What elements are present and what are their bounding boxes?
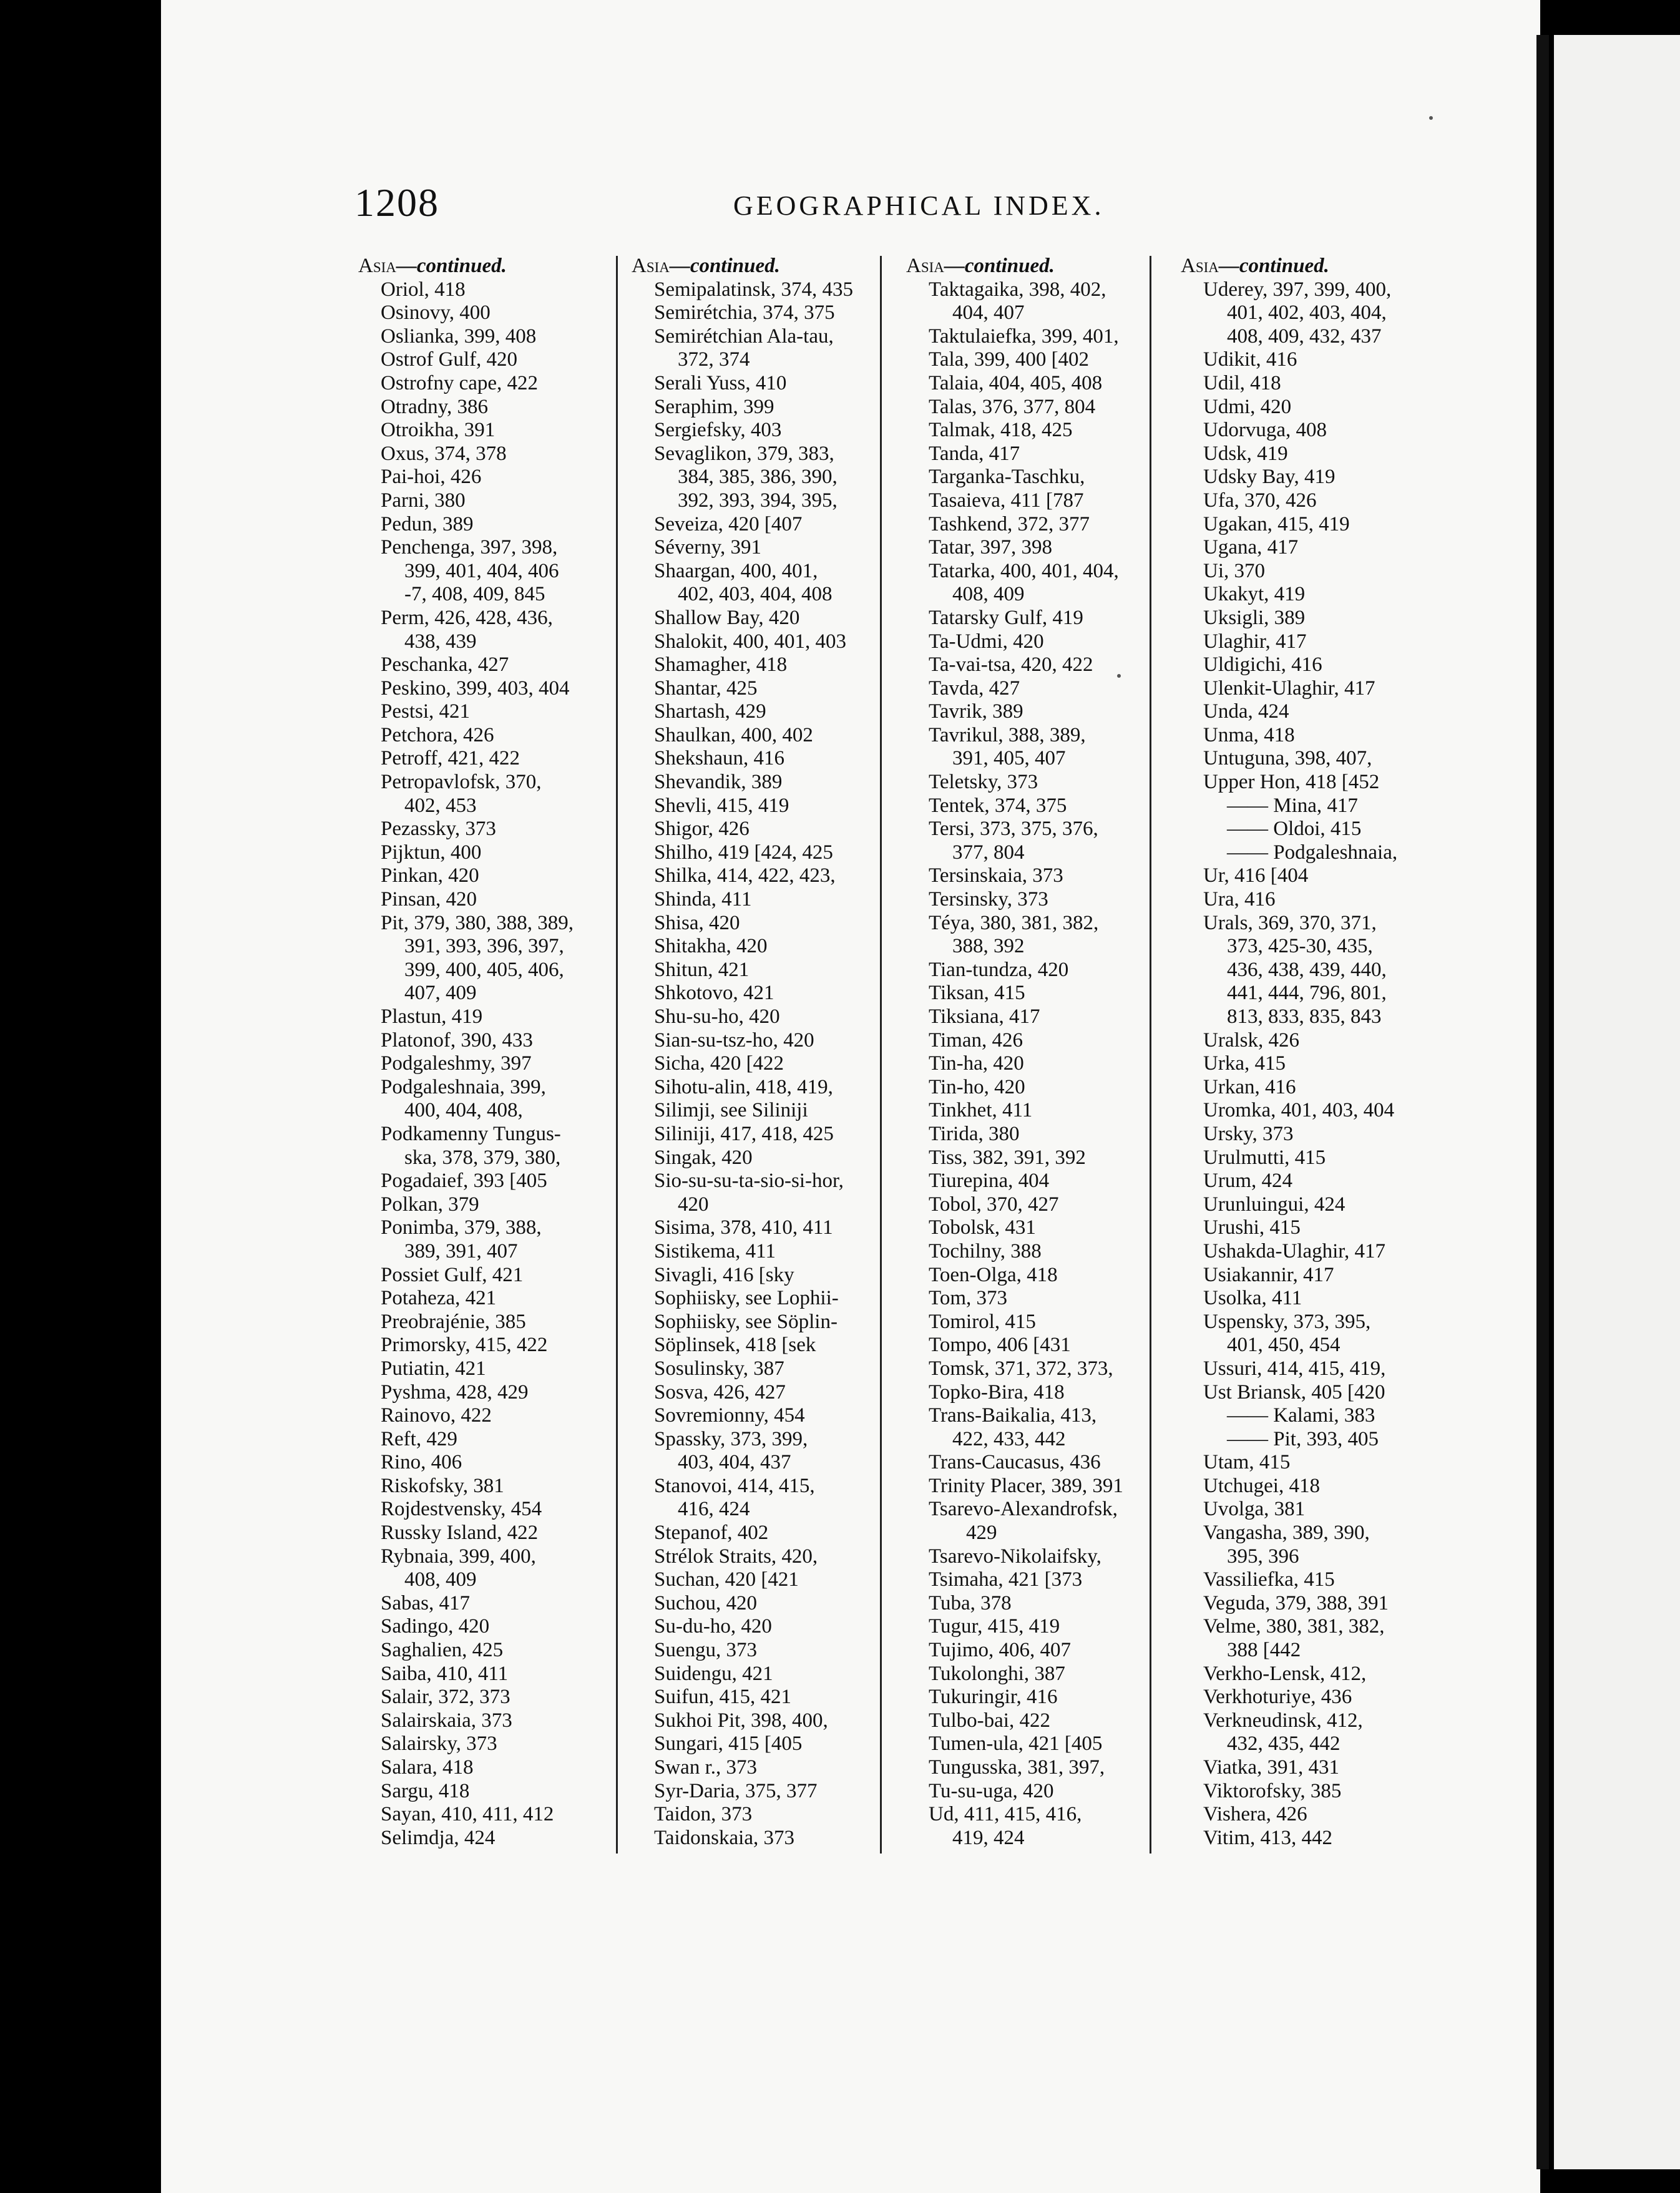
index-entry: Serali Yuss, 410 — [654, 371, 787, 394]
index-entry: Tiss, 382, 391, 392 — [929, 1146, 1086, 1169]
column-rule — [616, 256, 618, 1854]
index-entry: Ud, 411, 415, 416, — [929, 1803, 1082, 1826]
index-entry-continuation: 419, 424 — [952, 1826, 1025, 1849]
index-entry: Talmak, 418, 425 — [929, 419, 1073, 442]
index-entry-continuation: 395, 396 — [1227, 1545, 1299, 1568]
index-entry: Ukakyt, 419 — [1203, 583, 1306, 606]
index-entry: Tatarka, 400, 401, 404, — [929, 559, 1119, 582]
index-entry: Russky Island, 422 — [381, 1521, 539, 1545]
index-entry: Saghalien, 425 — [381, 1639, 504, 1662]
index-entry: Tsarevo-Alexandrofsk, — [929, 1498, 1118, 1521]
index-entry: Tu-su-uga, 420 — [929, 1779, 1054, 1802]
index-entry: Sabas, 417 — [381, 1591, 470, 1614]
index-entry-continuation: 402, 403, 404, 408 — [678, 583, 833, 606]
index-entry: Pit, 379, 380, 388, 389, — [381, 911, 574, 934]
index-entry: Untuguna, 398, 407, — [1203, 747, 1372, 770]
index-entry: Sovremionny, 454 — [654, 1404, 805, 1427]
index-entry: Urunluingui, 424 — [1203, 1193, 1345, 1216]
index-entry: Osinovy, 400 — [381, 301, 491, 325]
column-rule — [880, 256, 882, 1854]
index-entry: Vassiliefka, 415 — [1203, 1568, 1335, 1591]
index-entry: Sivagli, 416 [sky — [654, 1263, 794, 1286]
index-entry-continuation: 401, 450, 454 — [1227, 1334, 1341, 1357]
section-continued: —continued. — [669, 255, 780, 277]
index-entry: Ura, 416 — [1203, 888, 1276, 911]
index-entry: Shaulkan, 400, 402 — [654, 723, 813, 746]
section-region: Asia — [906, 255, 944, 277]
index-entry: Petroff, 421, 422 — [381, 747, 520, 770]
index-entry: Shalokit, 400, 401, 403 — [654, 630, 847, 653]
index-entry: Plastun, 419 — [381, 1005, 483, 1028]
index-entry: Sukhoi Pit, 398, 400, — [654, 1709, 828, 1732]
index-entry: Ussuri, 414, 415, 419, — [1203, 1357, 1386, 1380]
index-entry: Tukuringir, 416 — [929, 1686, 1058, 1709]
index-entry: Ust Briansk, 405 [420 — [1203, 1380, 1385, 1404]
index-entry: Su-du-ho, 420 — [654, 1615, 772, 1638]
index-entry: Salair, 372, 373 — [381, 1686, 510, 1709]
index-entry: Talas, 376, 377, 804 — [929, 395, 1096, 418]
index-entry: Syr-Daria, 375, 377 — [654, 1779, 818, 1802]
index-entry: Taktulaiefka, 399, 401, — [929, 325, 1119, 348]
index-entry: Tavda, 427 — [929, 676, 1020, 700]
index-entry: Tinkhet, 411 — [929, 1099, 1033, 1122]
running-head: GEOGRAPHICAL INDEX. — [733, 190, 1105, 221]
index-entry: Tomirol, 415 — [929, 1310, 1036, 1333]
index-entry-continuation: 399, 400, 405, 406, — [404, 958, 564, 981]
index-entry: Udmi, 420 — [1203, 395, 1292, 418]
index-entry: Timan, 426 — [929, 1028, 1023, 1052]
index-entry: Téya, 380, 381, 382, — [929, 911, 1099, 934]
index-entry: Ta-Udmi, 420 — [929, 630, 1044, 653]
index-entry: Shinda, 411 — [654, 888, 752, 911]
index-entry: Tirida, 380 — [929, 1122, 1020, 1145]
index-entry: Ufa, 370, 426 — [1203, 489, 1317, 512]
index-entry: Tumen-ula, 421 [405 — [929, 1732, 1103, 1756]
index-entry: Seraphim, 399 — [654, 395, 774, 418]
index-entry: Tersinsky, 373 — [929, 888, 1048, 911]
index-entry: Tin-ho, 420 — [929, 1075, 1025, 1098]
index-entry: Ulaghir, 417 — [1203, 630, 1307, 653]
index-entry: Tom, 373 — [929, 1287, 1008, 1310]
index-entry-continuation: 408, 409, 432, 437 — [1227, 325, 1382, 348]
index-entry: Tukolonghi, 387 — [929, 1662, 1065, 1685]
index-entry: Udikit, 416 — [1203, 348, 1297, 371]
index-entry: Udil, 418 — [1203, 371, 1281, 394]
index-entry: Uspensky, 373, 395, — [1203, 1310, 1371, 1333]
index-entry: Urulmutti, 415 — [1203, 1146, 1326, 1169]
index-entry: Suchou, 420 — [654, 1591, 757, 1614]
index-entry: Pedun, 389 — [381, 512, 474, 535]
index-entry-continuation: -7, 408, 409, 845 — [404, 583, 545, 606]
index-entry: Peschanka, 427 — [381, 653, 509, 676]
index-entry: Urum, 424 — [1203, 1170, 1292, 1193]
index-entry-continuation: 391, 393, 396, 397, — [404, 935, 564, 958]
index-entry: Suchan, 420 [421 — [654, 1568, 799, 1591]
index-entry: Tiksan, 415 — [929, 982, 1025, 1005]
index-entry: Rino, 406 — [381, 1451, 462, 1474]
index-entry: Otroikha, 391 — [381, 419, 496, 442]
index-entry: Stanovoi, 414, 415, — [654, 1474, 815, 1497]
index-entry-continuation: 399, 401, 404, 406 — [404, 559, 559, 582]
index-entry-continuation: 389, 391, 407 — [404, 1239, 518, 1263]
index-entry: Sisima, 378, 410, 411 — [654, 1216, 833, 1239]
index-entry-continuation: 388, 392 — [952, 935, 1025, 958]
index-entry: Vishera, 426 — [1203, 1803, 1307, 1826]
index-entry: Toen-Olga, 418 — [929, 1263, 1058, 1286]
index-entry: Ostrof Gulf, 420 — [381, 348, 518, 371]
index-entry: Semipalatinsk, 374, 435 — [654, 278, 853, 301]
index-column-4 — [1181, 255, 1448, 1850]
index-entry: Shilho, 419 [424, 425 — [654, 841, 833, 864]
index-entry: Vangasha, 389, 390, — [1203, 1521, 1370, 1545]
index-entry: Veguda, 379, 388, 391 — [1203, 1591, 1389, 1614]
index-entry: Tulbo-bai, 422 — [929, 1709, 1050, 1732]
index-entry-continuation: 441, 444, 796, 801, — [1227, 982, 1387, 1005]
index-column-3 — [906, 255, 1173, 1850]
index-entry: Sian-su-tsz-ho, 420 — [654, 1028, 814, 1052]
index-entry-continuation: 420 — [678, 1193, 709, 1216]
index-entry-continuation: 438, 439 — [404, 630, 477, 653]
index-entry: Udsk, 419 — [1203, 442, 1288, 465]
index-entry: Tungusska, 381, 397, — [929, 1756, 1105, 1779]
index-entry: Sistikema, 411 — [654, 1239, 776, 1263]
index-entry: Shaargan, 400, 401, — [654, 559, 818, 582]
index-entry: Tatar, 397, 398 — [929, 536, 1052, 559]
index-entry: Viatka, 391, 431 — [1203, 1756, 1339, 1779]
index-entry-continuation: 813, 833, 835, 843 — [1227, 1005, 1382, 1028]
index-entry: Tavrik, 389 — [929, 700, 1023, 723]
section-region: Asia — [1181, 255, 1219, 277]
index-entry: Strélok Straits, 420, — [654, 1545, 818, 1568]
index-entry: Uralsk, 426 — [1203, 1028, 1299, 1052]
index-entry: Tin-ha, 420 — [929, 1052, 1024, 1075]
index-entry: Talaia, 404, 405, 408 — [929, 371, 1103, 394]
index-entry: Urka, 415 — [1203, 1052, 1286, 1075]
index-entry: Salairsky, 373 — [381, 1732, 497, 1756]
index-entry-continuation: —— Mina, 417 — [1227, 794, 1358, 817]
index-entry-continuation: 402, 453 — [404, 794, 477, 817]
index-entry: Trans-Baikalia, 413, — [929, 1404, 1097, 1427]
index-entry: Shamagher, 418 — [654, 653, 788, 676]
section-continued: —continued. — [944, 255, 1055, 277]
index-entry: Velme, 380, 381, 382, — [1203, 1615, 1385, 1638]
page-gutter — [1536, 35, 1549, 2169]
index-entry: Tobol, 370, 427 — [929, 1193, 1059, 1216]
index-entry-continuation: 407, 409 — [404, 982, 477, 1005]
index-entry-continuation: 401, 402, 403, 404, — [1227, 301, 1387, 325]
index-entry-continuation: ska, 378, 379, 380, — [404, 1146, 561, 1169]
index-entry: Tugur, 415, 419 — [929, 1615, 1060, 1638]
index-entry-continuation: 384, 385, 386, 390, — [678, 466, 838, 489]
index-entry: Singak, 420 — [654, 1146, 753, 1169]
index-entry: Ur, 416 [404 — [1203, 864, 1309, 887]
index-entry: Ursky, 373 — [1203, 1122, 1294, 1145]
index-entry: Suifun, 415, 421 — [654, 1686, 792, 1709]
index-entry: Shevandik, 389 — [654, 771, 783, 794]
index-entry: Vitim, 413, 442 — [1203, 1826, 1333, 1849]
index-entry: Saiba, 410, 411 — [381, 1662, 509, 1685]
index-entry: Udsky Bay, 419 — [1203, 466, 1336, 489]
index-entry: Sophiisky, see Lophii- — [654, 1287, 839, 1310]
index-entry: Shkotovo, 421 — [654, 982, 774, 1005]
section-region: Asia — [358, 255, 396, 277]
index-entry: Shilka, 414, 422, 423, — [654, 864, 836, 887]
index-entry-continuation: 392, 393, 394, 395, — [678, 489, 838, 512]
index-entry: Sadingo, 420 — [381, 1615, 490, 1638]
index-entry: Shekshaun, 416 — [654, 747, 784, 770]
index-entry-continuation: —— Oldoi, 415 — [1227, 818, 1362, 841]
column-rule — [1150, 256, 1151, 1854]
index-entry: Stepanof, 402 — [654, 1521, 769, 1545]
index-entry: Penchenga, 397, 398, — [381, 536, 558, 559]
index-entry: Verkhoturiye, 436 — [1203, 1686, 1352, 1709]
index-entry: Verkneudinsk, 412, — [1203, 1709, 1363, 1732]
index-entry: Oslianka, 399, 408 — [381, 325, 537, 348]
facing-page-edge — [1554, 35, 1680, 2169]
index-entry: Tuba, 378 — [929, 1591, 1012, 1614]
index-entry: Pijktun, 400 — [381, 841, 482, 864]
index-entry-continuation: 422, 433, 442 — [952, 1427, 1066, 1450]
index-entry: Sosva, 426, 427 — [654, 1380, 786, 1404]
index-entry: Possiet Gulf, 421 — [381, 1263, 524, 1286]
index-entry: Suengu, 373 — [654, 1639, 757, 1662]
index-entry-continuation: 429 — [966, 1521, 997, 1545]
index-entry: Shitakha, 420 — [654, 935, 768, 958]
index-entry: Upper Hon, 418 [452 — [1203, 771, 1380, 794]
index-entry: Usiakannir, 417 — [1203, 1263, 1334, 1286]
index-entry: Tujimo, 406, 407 — [929, 1639, 1072, 1662]
index-entry: Sevaglikon, 379, 383, — [654, 442, 834, 465]
index-entry: Tersinskaia, 373 — [929, 864, 1063, 887]
index-entry: Silimji, see Siliniji — [654, 1099, 808, 1122]
index-entry: Semirétchia, 374, 375 — [654, 301, 835, 325]
index-entry: Ulenkit-Ulaghir, 417 — [1203, 676, 1375, 700]
index-entry: Tavrikul, 388, 389, — [929, 723, 1086, 746]
index-entry-continuation: 372, 374 — [678, 348, 750, 371]
index-entry: Sosulinsky, 387 — [654, 1357, 784, 1380]
index-entry: Unma, 418 — [1203, 723, 1295, 746]
index-entry: Sophiisky, see Söplin- — [654, 1310, 838, 1333]
index-entry: Urushi, 415 — [1203, 1216, 1301, 1239]
index-entry: Utchugei, 418 — [1203, 1474, 1320, 1497]
index-entry: Pezassky, 373 — [381, 818, 496, 841]
index-entry: Tiurepina, 404 — [929, 1170, 1050, 1193]
index-entry: Petchora, 426 — [381, 723, 494, 746]
index-entry: Platonof, 390, 433 — [381, 1028, 533, 1052]
index-entry: Unda, 424 — [1203, 700, 1289, 723]
index-entry-continuation: 416, 424 — [678, 1498, 750, 1521]
index-entry: Ugakan, 415, 419 — [1203, 512, 1350, 535]
index-entry: Sicha, 420 [422 — [654, 1052, 784, 1075]
index-entry: Pinsan, 420 — [381, 888, 477, 911]
index-entry: Tashkend, 372, 377 — [929, 512, 1090, 535]
index-entry: Salara, 418 — [381, 1756, 474, 1779]
section-head — [906, 255, 1173, 278]
index-entry: Uksigli, 389 — [1203, 606, 1306, 629]
index-entry: Tobolsk, 431 — [929, 1216, 1036, 1239]
index-entry: Teletsky, 373 — [929, 771, 1038, 794]
index-entry: Tentek, 374, 375 — [929, 794, 1067, 817]
index-entry: Udorvuga, 408 — [1203, 419, 1327, 442]
index-entry: Taidon, 373 — [654, 1803, 753, 1826]
index-entry: Podgaleshmy, 397 — [381, 1052, 532, 1075]
index-entry: Suidengu, 421 — [654, 1662, 773, 1685]
index-entry: Tompo, 406 [431 — [929, 1334, 1071, 1357]
index-entry: Tochilny, 388 — [929, 1239, 1042, 1263]
index-entry: Putiatin, 421 — [381, 1357, 486, 1380]
index-entry: Söplinsek, 418 [sek — [654, 1334, 816, 1357]
index-entry-continuation: 404, 407 — [952, 301, 1025, 325]
index-entry: Tsarevo-Nikolaifsky, — [929, 1545, 1101, 1568]
index-entry: Riskofsky, 381 — [381, 1474, 504, 1497]
index-entry: Tsimaha, 421 [373 — [929, 1568, 1083, 1591]
index-entry: Targanka-Taschku, — [929, 466, 1085, 489]
index-entry: Tomsk, 371, 372, 373, — [929, 1357, 1113, 1380]
index-entry-continuation: 408, 409 — [404, 1568, 477, 1591]
index-entry: Podkamenny Tungus- — [381, 1122, 561, 1145]
index-entry-continuation: 432, 435, 442 — [1227, 1732, 1341, 1756]
index-entry: Uderey, 397, 399, 400, — [1203, 278, 1392, 301]
index-entry: Pai-hoi, 426 — [381, 466, 482, 489]
index-entry: Petropavlofsk, 370, — [381, 771, 542, 794]
index-entry: Podgaleshnaia, 399, — [381, 1075, 546, 1098]
index-entry: Seveiza, 420 [407 — [654, 512, 803, 535]
index-entry: Tatarsky Gulf, 419 — [929, 606, 1083, 629]
section-region: Asia — [632, 255, 670, 277]
index-entry: Primorsky, 415, 422 — [381, 1334, 548, 1357]
index-entry: Pinkan, 420 — [381, 864, 479, 887]
index-entry: Tala, 399, 400 [402 — [929, 348, 1090, 371]
index-entry-continuation: —— Kalami, 383 — [1227, 1404, 1375, 1427]
index-entry: Tiksiana, 417 — [929, 1005, 1040, 1028]
index-entry-continuation: 403, 404, 437 — [678, 1451, 791, 1474]
index-entry: Séverny, 391 — [654, 536, 761, 559]
index-entry: Shigor, 426 — [654, 818, 750, 841]
index-entry-continuation: —— Podgaleshnaia, — [1227, 841, 1398, 864]
index-entry: Trinity Placer, 389, 391 — [929, 1474, 1123, 1497]
index-entry: Rojdestvensky, 454 — [381, 1498, 542, 1521]
section-head — [358, 255, 625, 278]
index-entry: Ushakda-Ulaghir, 417 — [1203, 1239, 1385, 1263]
index-entry: Shitun, 421 — [654, 958, 750, 981]
index-entry-continuation: 388 [442 — [1227, 1639, 1301, 1662]
index-entry: Usolka, 411 — [1203, 1287, 1302, 1310]
index-entry: Shallow Bay, 420 — [654, 606, 800, 629]
index-entry: Uvolga, 381 — [1203, 1498, 1306, 1521]
index-entry: Salairskaia, 373 — [381, 1709, 512, 1732]
index-entry: Uromka, 401, 403, 404 — [1203, 1099, 1395, 1122]
index-entry: Tersi, 373, 375, 376, — [929, 818, 1098, 841]
index-entry: Urkan, 416 — [1203, 1075, 1296, 1098]
index-entry: Uldigichi, 416 — [1203, 653, 1322, 676]
index-entry: Rainovo, 422 — [381, 1404, 492, 1427]
index-entry: Spassky, 373, 399, — [654, 1427, 808, 1450]
index-entry: Tasaieva, 411 [787 — [929, 489, 1084, 512]
index-entry: Semirétchian Ala-tau, — [654, 325, 834, 348]
index-entry: Otradny, 386 — [381, 395, 488, 418]
index-entry: Ugana, 417 — [1203, 536, 1299, 559]
index-entry: Oriol, 418 — [381, 278, 466, 301]
index-entry: Ostrofny cape, 422 — [381, 371, 539, 394]
page-number: 1208 — [354, 180, 439, 225]
index-entry: Pogadaief, 393 [405 — [381, 1170, 547, 1193]
section-head — [1181, 255, 1448, 278]
index-entry: Sihotu-alin, 418, 419, — [654, 1075, 833, 1098]
index-entry: Oxus, 374, 378 — [381, 442, 507, 465]
index-entry: Urals, 369, 370, 371, — [1203, 911, 1377, 934]
index-entry: Ta-vai-tsa, 420, 422 — [929, 653, 1093, 676]
index-entry-continuation: 400, 404, 408, — [404, 1099, 523, 1122]
index-entry: Siliniji, 417, 418, 425 — [654, 1122, 834, 1145]
index-entry: Selimdja, 424 — [381, 1826, 496, 1849]
index-entry: Preobrajénie, 385 — [381, 1310, 526, 1333]
index-entry-continuation: 436, 438, 439, 440, — [1227, 958, 1387, 981]
index-entry: Peskino, 399, 403, 404 — [381, 676, 570, 700]
index-entry: Rybnaia, 399, 400, — [381, 1545, 536, 1568]
index-entry: Swan r., 373 — [654, 1756, 757, 1779]
index-entry: Ponimba, 379, 388, — [381, 1216, 542, 1239]
index-column-1 — [358, 255, 625, 1850]
index-entry: Sargu, 418 — [381, 1779, 470, 1802]
index-entry: Perm, 426, 428, 436, — [381, 606, 553, 629]
index-entry: Pyshma, 428, 429 — [381, 1380, 529, 1404]
index-entry-continuation: 408, 409 — [952, 583, 1025, 606]
index-entry: Parni, 380 — [381, 489, 466, 512]
index-entry-continuation: 377, 804 — [952, 841, 1025, 864]
index-entry: Polkan, 379 — [381, 1193, 479, 1216]
index-entry: Viktorofsky, 385 — [1203, 1779, 1342, 1802]
index-entry: Sayan, 410, 411, 412 — [381, 1803, 554, 1826]
section-continued: —continued. — [1218, 255, 1329, 277]
index-entry: Verkho-Lensk, 412, — [1203, 1662, 1367, 1685]
index-entry: Pestsi, 421 — [381, 700, 471, 723]
index-entry: Sungari, 415 [405 — [654, 1732, 803, 1756]
index-entry: Shu-su-ho, 420 — [654, 1005, 780, 1028]
index-entry-continuation: —— Pit, 393, 405 — [1227, 1427, 1379, 1450]
index-entry-continuation: 391, 405, 407 — [952, 747, 1066, 770]
index-entry: Shevli, 415, 419 — [654, 794, 789, 817]
index-entry: Trans-Caucasus, 436 — [929, 1451, 1101, 1474]
index-entry: Topko-Bira, 418 — [929, 1380, 1065, 1404]
index-entry: Taktagaika, 398, 402, — [929, 278, 1106, 301]
index-entry: Utam, 415 — [1203, 1451, 1291, 1474]
index-entry: Shisa, 420 — [654, 911, 740, 934]
index-entry: Shartash, 429 — [654, 700, 766, 723]
index-entry: Sio-su-su-ta-sio-si-hor, — [654, 1170, 844, 1193]
index-entry: Tian-tundza, 420 — [929, 958, 1069, 981]
index-entry: Reft, 429 — [381, 1427, 457, 1450]
section-head — [632, 255, 899, 278]
section-continued: —continued. — [396, 255, 507, 277]
index-entry: Shantar, 425 — [654, 676, 758, 700]
index-entry-continuation: 373, 425-30, 435, — [1227, 935, 1373, 958]
index-column-2 — [632, 255, 899, 1850]
index-entry: Ui, 370 — [1203, 559, 1265, 582]
speck — [1429, 116, 1433, 120]
index-entry: Taidonskaia, 373 — [654, 1826, 794, 1849]
index-entry: Potaheza, 421 — [381, 1287, 497, 1310]
index-entry: Tanda, 417 — [929, 442, 1020, 465]
index-entry: Sergiefsky, 403 — [654, 419, 782, 442]
